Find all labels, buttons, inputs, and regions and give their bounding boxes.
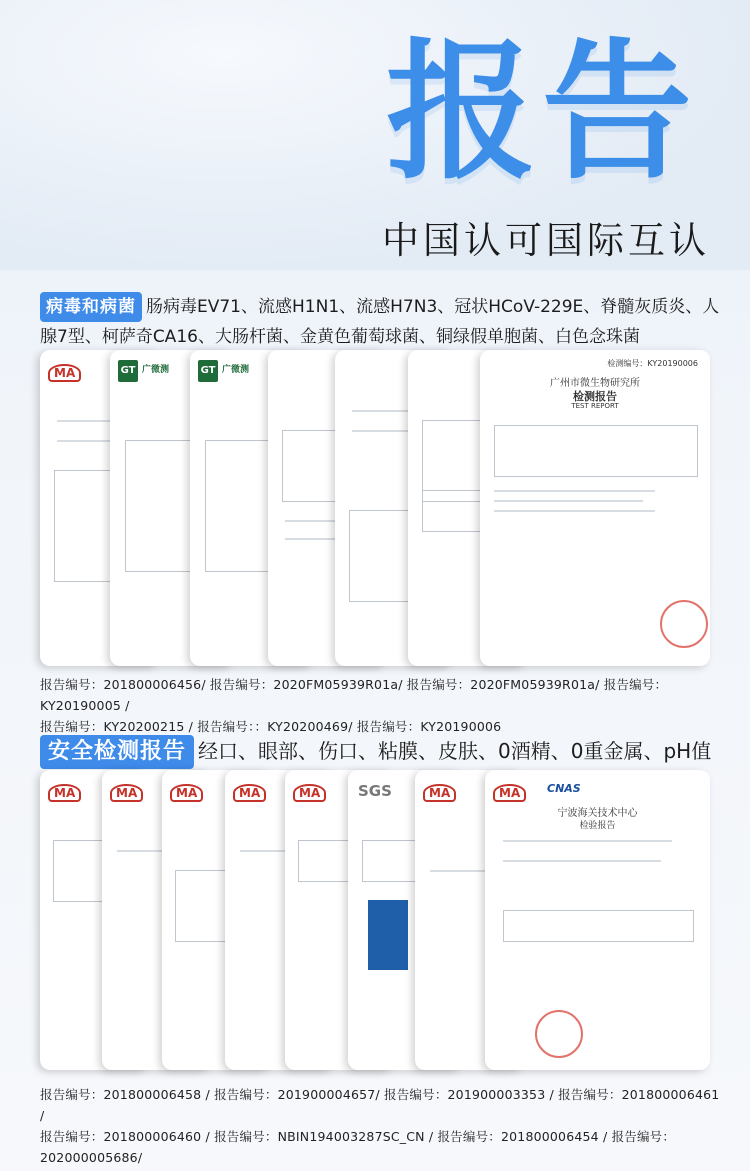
report-code-line: 报告编号：201800006456/ 报告编号：2020FM05939R01a/ 报告编号：2020FM05939R01a/ 报告编号：KY20190005 / xyxy=(40,677,668,713)
gt-logo-label: 广微测 xyxy=(222,365,250,375)
virus-report-thumbnails xyxy=(40,350,710,668)
front-doc-org: 宁波海关技术中心 xyxy=(557,808,638,819)
cma-logo-icon: MA xyxy=(110,784,143,802)
cma-logo-icon: MA xyxy=(423,784,456,802)
front-doc-org: 广州市微生物研究所 xyxy=(550,378,640,389)
cma-logo-icon: MA xyxy=(293,784,326,802)
gt-logo-icon: GT xyxy=(198,360,218,382)
sgs-logo-icon: SGS xyxy=(358,782,392,800)
section-safety-badge: 安全检测报告 xyxy=(40,735,194,769)
report-code-line: 报告编号：201800006460 / 报告编号：NBIN194003287SC_CN / 报告编号：201800006454 / 报告编号：202000005686/ xyxy=(40,1129,676,1165)
official-seal-icon xyxy=(660,600,708,648)
section-virus-text: 肠病毒EV71、流感H1N1、流感H7N3、冠状HCoV-229E、脊髓灰质炎、人腺7型、柯萨奇CA16、大肠杆菌、金黄色葡萄球菌、铜绿假单胞菌、白色念珠菌 xyxy=(40,297,720,347)
report-code-line: 报告编号：KY20200215 / 报告编号：：KY20200469/ 报告编号：KY20190006 xyxy=(40,719,502,734)
cma-logo-icon: MA xyxy=(48,364,81,382)
hero-subtitle: 中国认可国际互认 xyxy=(382,219,710,262)
cma-logo-icon: MA xyxy=(493,784,526,802)
front-doc-number: 检测编号：KY20190006 xyxy=(607,359,698,368)
gt-logo-icon: GT xyxy=(118,360,138,382)
section-safety-text: 经口、眼部、伤口、粘膜、皮肤、0酒精、0重金属、pH值 xyxy=(198,739,712,763)
cnas-logo-icon: CNAS xyxy=(547,782,581,795)
safety-report-thumbnails xyxy=(40,770,710,1078)
section-safety-header xyxy=(40,735,730,769)
front-doc-title-en: TEST REPORT xyxy=(571,402,619,410)
section-virus-header xyxy=(40,292,730,352)
safety-report-codes xyxy=(40,1084,720,1168)
report-thumbnail-front xyxy=(485,770,710,1070)
front-doc-title: 检验报告 xyxy=(579,821,616,831)
official-seal-icon xyxy=(535,1010,583,1058)
cma-logo-icon: MA xyxy=(48,784,81,802)
section-virus-badge: 病毒和病菌 xyxy=(40,292,142,322)
cma-logo-icon: MA xyxy=(233,784,266,802)
gt-logo-label: 广微测 xyxy=(142,365,170,375)
report-code-line: 报告编号：201800006458 / 报告编号：201900004657/ 报告编号：201900003353 / 报告编号：201800006461 / xyxy=(40,1087,720,1123)
report-thumbnail-front xyxy=(480,350,710,666)
cma-logo-icon: MA xyxy=(170,784,203,802)
virus-report-codes xyxy=(40,674,720,737)
hero-title: 报告 xyxy=(385,26,698,200)
front-doc-title: 检测报告 xyxy=(573,390,617,403)
